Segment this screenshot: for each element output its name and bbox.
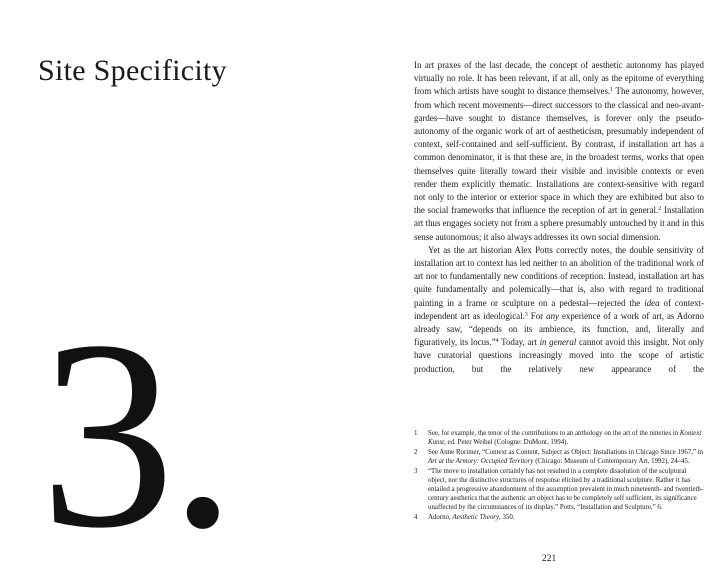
footnote-text [428,449,704,467]
paragraph-2-text-4: experience of a work of art, as Adorno already saw, “depends on its ambience, its function, and, literally and figuratively, its locus.” [414,310,704,348]
footnote-2-text-1: See Anne Rorimer, “Context as Content, Subject as Object: Installations in Chicago Since 1967,” in [428,449,704,457]
paragraph-2 [414,244,704,376]
paragraph-1-text-3: Installation art thus engages society not from a sphere presumably untouched by it and in this sense autonomous; it also always addresses its own social dimension. [414,205,704,242]
footnote-3 [414,468,704,513]
paragraph-2-text-5: Today, art [498,337,540,348]
emphasis-any: any [546,310,559,321]
footnote-number: 2 [414,449,418,457]
paragraph-2-text-6: cannot avoid this insight. Not only have curatorial questions increasingly moved into the scope of artistic production, but the relatively new appearance of the [414,337,704,374]
footnote-ref-2: 2 [658,206,662,213]
footnote-number: 1 [414,430,418,437]
footnote-number: 3 [414,468,418,476]
footnote-4-text-1: Adorno, [428,514,453,522]
footnote-1-text-2: , ed. Peter Weibel (Cologne: DuMont, 1994). [444,438,569,446]
body-text [414,59,704,376]
footnote-4-text-2: , 350. [499,514,515,522]
paragraph-2-text-2: of context-independent art as ideological. [414,297,704,321]
footnote-4 [414,514,704,523]
footnote-3-text-1: “The move to installation certainly has not resulted in a complete dissolution of the sculptural object, nor the distinctive structures of response elicited by a traditional sculpture. Rather it has entailed a progressive abandonment of the assumption prevalent in much nineteenth- and twentieth-century aesthetics that the authentic art object has to be completely self sufficient, its significance unaffected by the circumstances of its display.” Potts, “Installation and Sculpture,” 6. [428,468,704,511]
page-number: 221 [542,554,557,564]
chapter-number: 3. [40,285,231,584]
footnote-4-emphasis: Aesthetic Theory [452,514,499,522]
footnote-1-emphasis: Kontext Kunst [428,430,702,446]
paragraph-2-text-3: For [527,310,547,321]
paragraph-2-text-1: Yet as the art historian Alex Potts correctly notes, the double sensitivity of installation art to context has led neither to an abolition of the traditional work of art nor to fundamentally new conditions of reception. Instead, installation art has quite fundamentally and polemically—that is, also with regard to traditional painting in a frame or sculpture on a pedestal—rejected the [414,244,704,308]
footnote-2 [414,449,704,467]
footnote-1-text-1: See, for example, the tenor of the contributions to an anthology on the art of the nineties in [428,430,680,437]
footnote-text [428,514,704,523]
chapter-title: Site Specificity [38,54,227,87]
footnote-number: 4 [414,514,418,522]
emphasis-idea: idea [644,297,660,308]
footnote-text [428,430,704,448]
footnote-ref-3: 3 [524,311,528,318]
footnotes [414,430,704,524]
footnote-2-text-2: (Chicago: Museum of Contemporary Art, 1992), 24–45. [533,458,690,466]
footnote-text [428,468,704,513]
footnote-2-emphasis: Art at the Armory: Occupied Territory [428,458,534,466]
footnote-1 [414,430,704,448]
emphasis-in-general: in general [539,337,577,348]
paragraph-1-text-1: In art praxes of the last decade, the concept of aesthetic autonomy has played virtually no role. It has been relevant, if at all, only as the epitome of everything from which artists have sought to distance themselves. [414,60,704,97]
paragraph-1-text-2: The autonomy, however, from which recent movements—direct successors to the classical and neo-avant-gardes—have sought to distance themselves, is forever only the pseudo-autonomy of the organic work of art of aestheticism, presumably independent of context, self-contained and self-sufficient. By contrast, if installation art has a common denominator, it is that these are, in the broadest terms, works that open themselves quite literally toward their visible and invisible contexts or even render them explicitly thematic. Installations are context-sensitive with regard not only to the interior or exterior space in which they are exhibited but also to the social frameworks that influence the reception of art in general. [414,86,704,216]
paragraph-1 [414,59,704,244]
footnote-ref-1: 1 [610,87,614,94]
footnote-ref-4: 4 [495,338,499,345]
